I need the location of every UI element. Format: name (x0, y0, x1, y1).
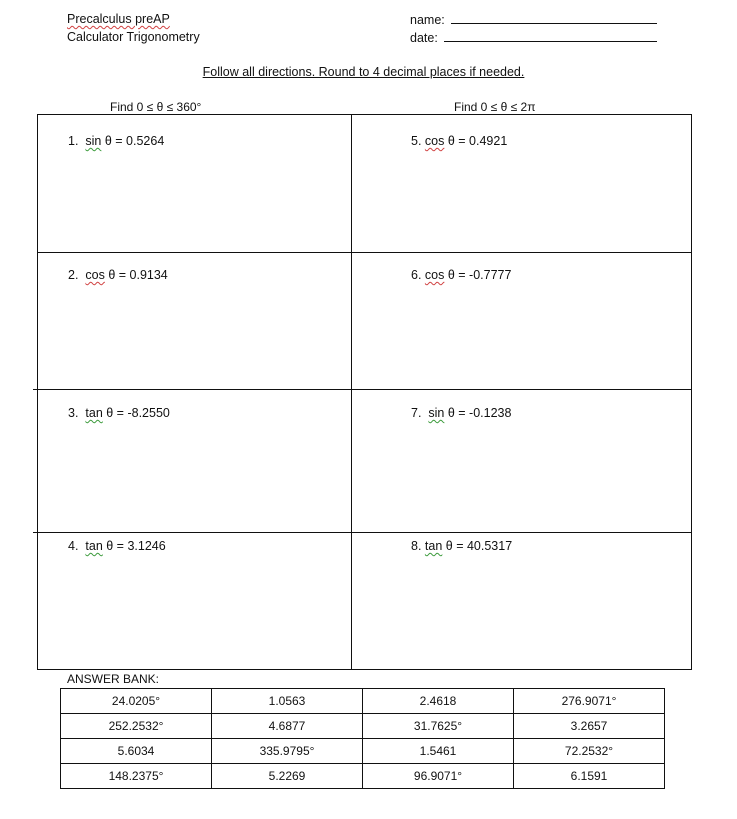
answer-cell: 6.1591 (514, 764, 665, 789)
trig-function: tan (424, 539, 443, 553)
answer-cell: 96.9071° (363, 764, 514, 789)
trig-function: cos (85, 268, 105, 282)
trig-function: tan (85, 406, 103, 420)
answer-cell: 72.2532° (514, 739, 665, 764)
date-label: date: (410, 31, 438, 45)
answer-cell: 5.6034 (61, 739, 212, 764)
answer-cell: 276.9071° (514, 689, 665, 714)
answer-cell: 2.4618 (363, 689, 514, 714)
problem-6: 6. cos θ = -0.7777 (411, 268, 512, 282)
trig-function: cos (424, 268, 445, 282)
answer-bank-table (60, 688, 665, 789)
problem-1: 1. sin θ = 0.5264 (68, 134, 165, 148)
trig-function: sin (428, 406, 445, 420)
answer-cell: 1.0563 (212, 689, 363, 714)
trig-function: tan (85, 539, 103, 553)
course-title: Precalculus preAP (67, 12, 170, 26)
answer-cell: 252.2532° (61, 714, 212, 739)
problem-grid (37, 114, 692, 670)
worksheet-topic: Calculator Trigonometry (67, 30, 200, 44)
answer-cell: 4.6877 (212, 714, 363, 739)
problem-4: 4. tan θ = 3.1246 (68, 539, 166, 553)
answer-cell: 148.2375° (61, 764, 212, 789)
problem-5: 5. cos θ = 0.4921 (411, 134, 508, 148)
table-row (61, 739, 665, 764)
problem-8: 8. tan θ = 40.5317 (411, 539, 513, 553)
grid-divider-vertical (351, 114, 352, 670)
grid-divider-row-1 (37, 252, 692, 253)
table-row (61, 689, 665, 714)
answer-cell: 5.2269 (212, 764, 363, 789)
table-row (61, 714, 665, 739)
answer-cell: 3.2657 (514, 714, 665, 739)
grid-divider-row-3 (33, 532, 692, 533)
name-blank-line[interactable] (451, 12, 657, 24)
name-label: name: (410, 13, 445, 27)
trig-function: sin (85, 134, 102, 148)
answer-cell: 1.5461 (363, 739, 514, 764)
directions: Follow all directions. Round to 4 decimal places if needed. (202, 65, 525, 79)
answer-cell: 335.9795° (212, 739, 363, 764)
problem-2: 2. cos θ = 0.9134 (68, 268, 168, 282)
grid-divider-row-2 (33, 389, 692, 390)
trig-function: cos (424, 134, 445, 148)
right-column-heading: Find 0 ≤ θ ≤ 2π (454, 100, 536, 114)
name-field[interactable] (410, 12, 657, 27)
table-row (61, 764, 665, 789)
answer-cell: 24.0205° (61, 689, 212, 714)
answer-cell: 31.7625° (363, 714, 514, 739)
problem-7: 7. sin θ = -0.1238 (411, 406, 512, 420)
date-blank-line[interactable] (444, 30, 657, 42)
problem-3: 3. tan θ = -8.2550 (68, 406, 170, 420)
date-field[interactable] (410, 30, 657, 45)
left-column-heading: Find 0 ≤ θ ≤ 360° (110, 100, 202, 114)
answer-bank-label: ANSWER BANK: (67, 672, 160, 686)
